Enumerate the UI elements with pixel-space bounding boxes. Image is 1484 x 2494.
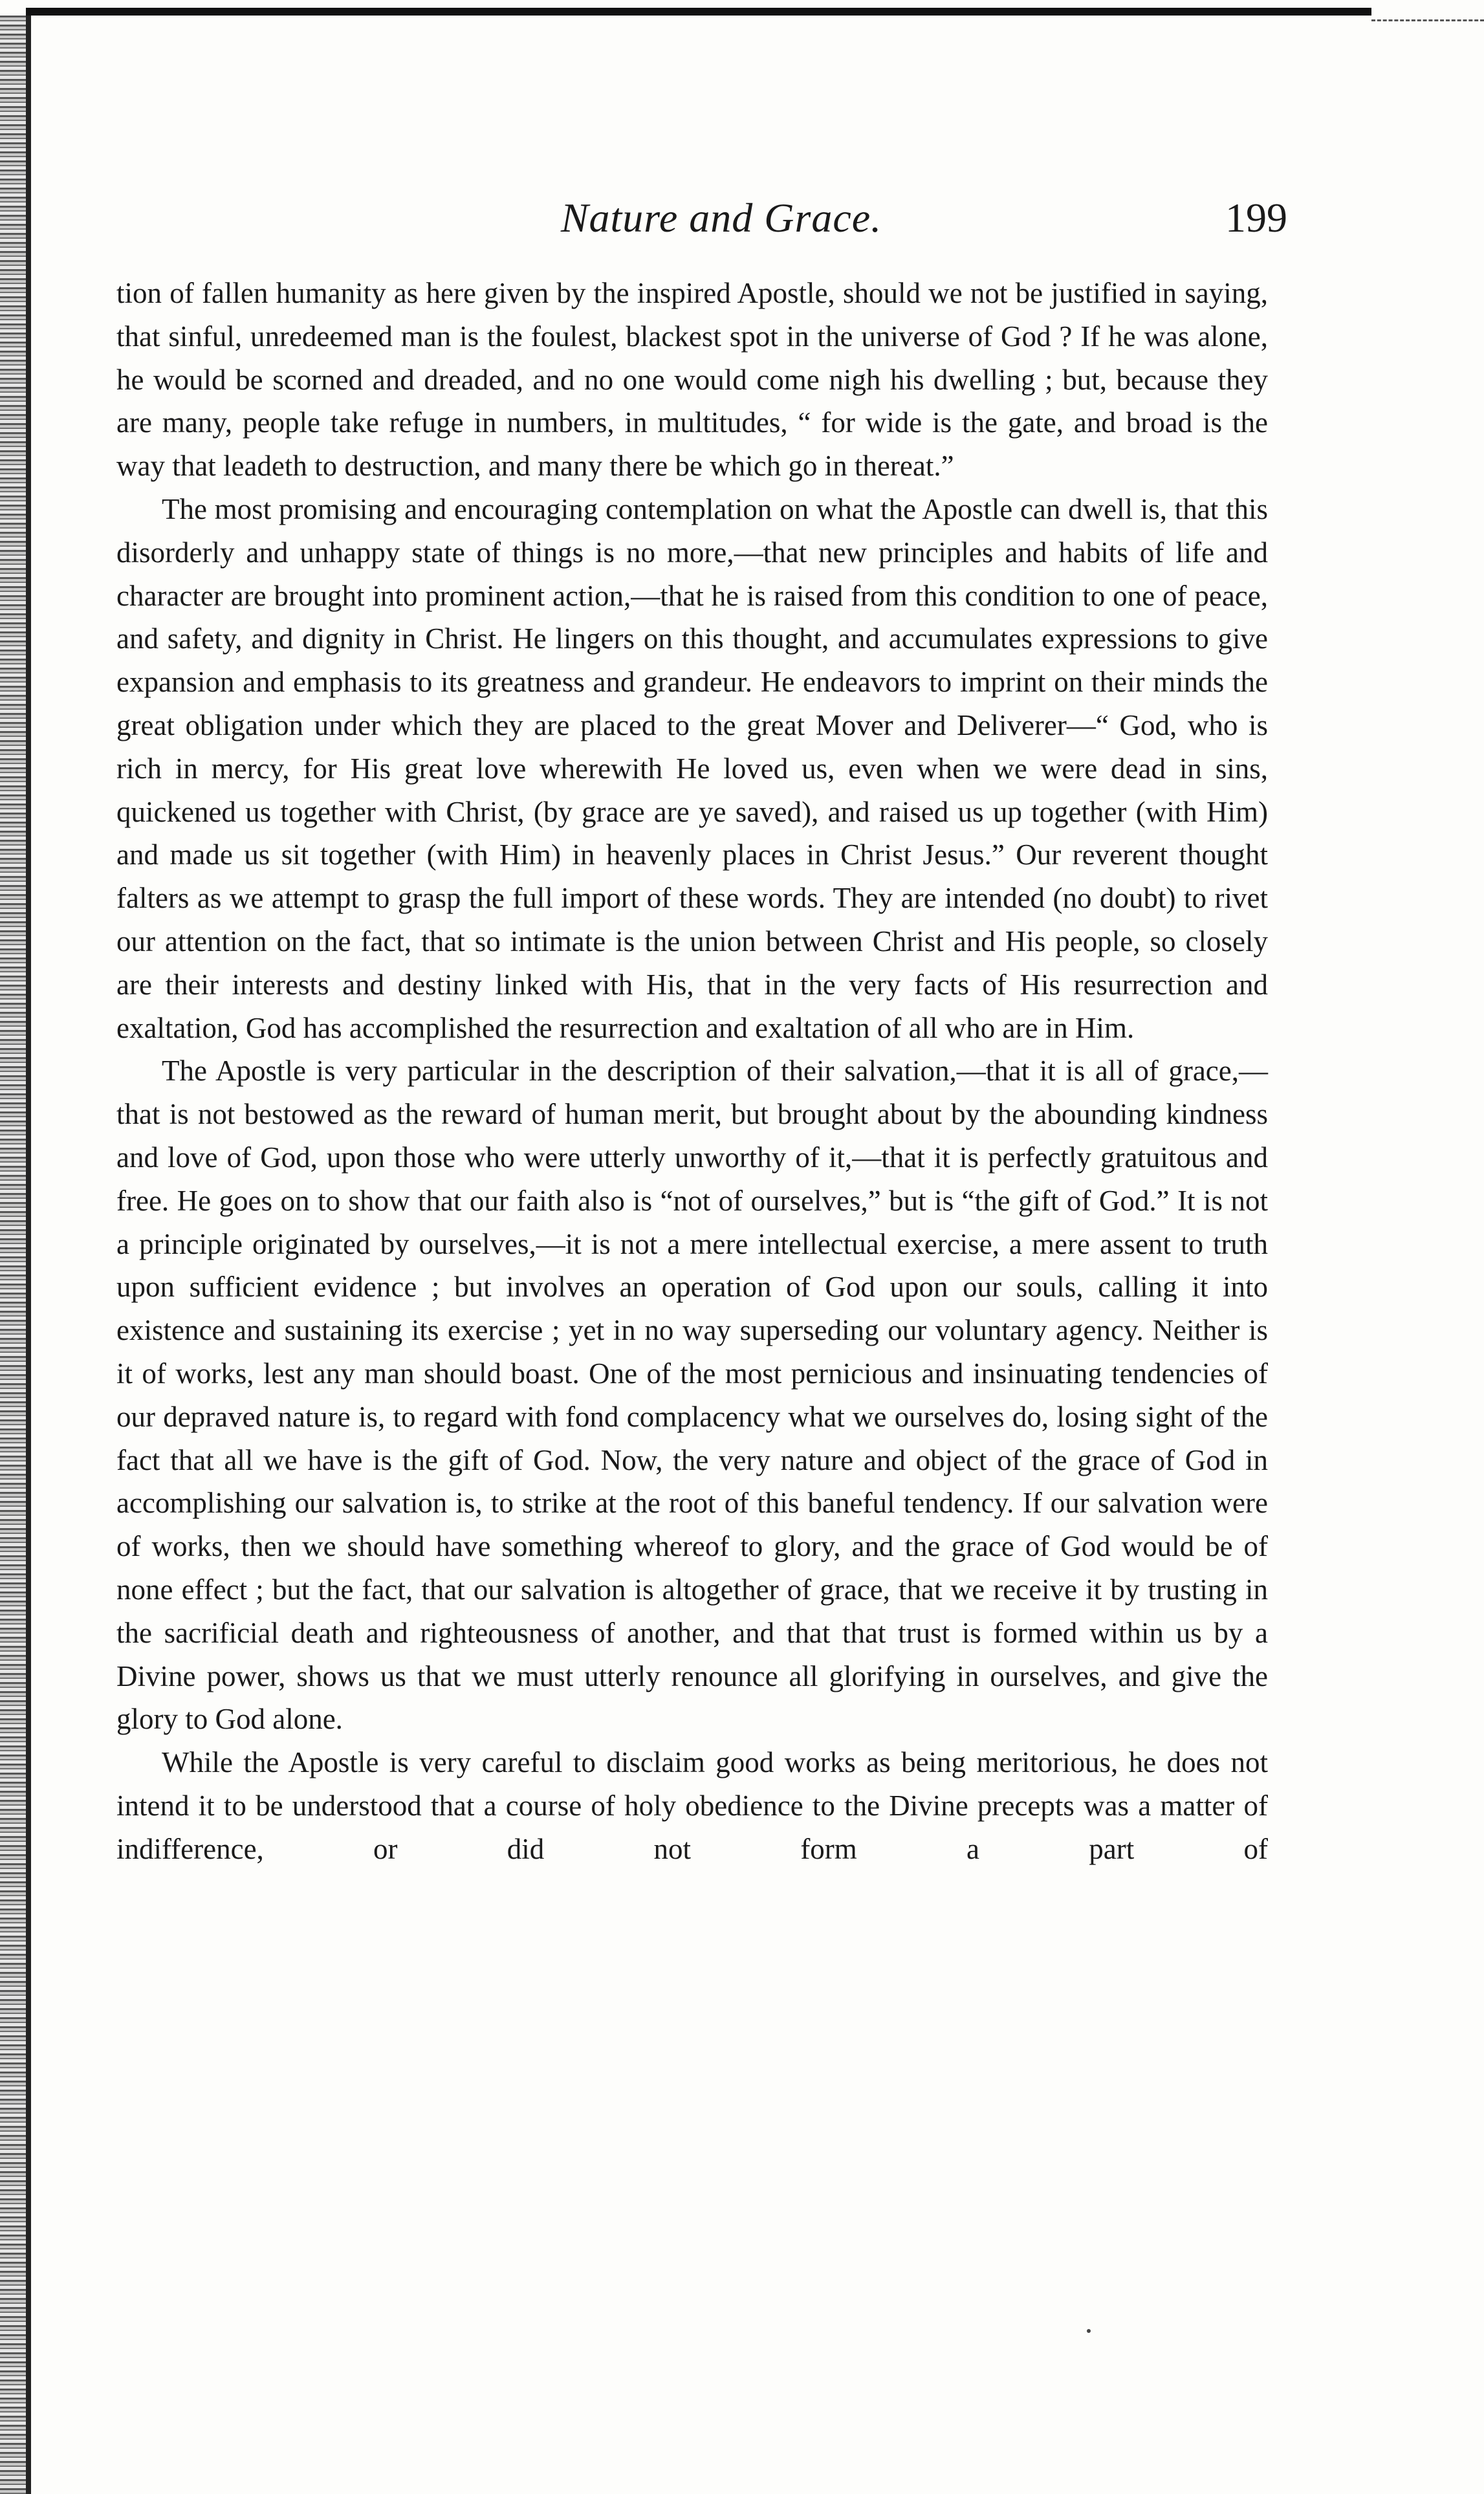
running-head <box>155 194 1287 246</box>
ink-speck <box>1087 2329 1091 2333</box>
binding-edge-line <box>26 16 31 2494</box>
paragraph-3: The Apostle is very particular in the description of their salvation,—that it is all of grace,—that is not bestowed as the reward of human merit, but brought about by the abounding kindness and love of God, upon those who were utterly unworthy of it,—that it is perfectly gratuitous and free. He goes on to show that our faith also is “not of ourselves,” but is “the gift of God.” It is not a principle originated by ourselves,—it is not a mere intellectual exercise, a mere assent to truth upon sufficient evidence ; but involves an operation of God upon our souls, calling it into existence and sustaining its exercise ; yet in no way superseding our voluntary agency. Neither is it of works, lest any man should boast. One of the most pernicious and insinuating tendencies of our depraved nature is, to regard with fond complacency what we ourselves do, losing sight of the fact that all we have is the gift of God. Now, the very nature and object of the grace of God in accomplishing our salvation is, to strike at the root of this baneful tendency. If our salvation were of works, then we should have something whereof to glory, and the grace of God would be of none effect ; but the fact, that our salvation is altogether of grace, that we receive it by trusting in the sacrificial death and righteousness of another, and that that trust is formed within us by a Divine power, shows us that we must utterly renounce all glorifying in ourselves, and give the glory to God alone. <box>116 1055 1268 1736</box>
top-rule-tail <box>1371 19 1484 23</box>
body-text <box>116 272 1268 1870</box>
paragraph-2: The most promising and encouraging contemplation on what the Apostle can dwell is, that this disorderly and unhappy state of things is no more,—that new principles and habits of life and character are brought into prominent action,—that he is raised from this condition to one of peace, and safety, and dignity in Christ. He lingers on this thought, and accumulates expressions to give expansion and emphasis to its greatness and grandeur. He endeavors to imprint on their minds the great obligation under which they are placed to the great Mover and Deliverer—“ God, who is rich in mercy, for His great love wherewith He loved us, even when we were dead in sins, quickened us together with Christ, (by grace are ye saved), and raised us up together (with Him) and made us sit together (with Him) in heavenly places in Christ Jesus.” Our reverent thought falters as we attempt to grasp the full import of these words. They are intended (no doubt) to rivet our attention on the fact, that so intimate is the union between Christ and His people, so closely are their interests and destiny linked with His, that in the very facts of His resurrection and exaltation, God has accomplished the resurrection and exaltation of all who are in Him. <box>116 492 1268 1044</box>
binding-edge <box>0 16 26 2494</box>
running-title: Nature and Grace. <box>560 195 882 241</box>
paragraph-1: tion of fallen humanity as here given by the inspired Apostle, should we not be justified in saying, that sinful, unredeemed man is the foulest, blackest spot in the universe of God ? If he was alone, he would be scorned and dreaded, and no one would come nigh his dwelling ; but, because they are many, people take refuge in numbers, in multitudes, “ for wide is the gate, and broad is the way that leadeth to destruction, and many there be which go in thereat.” <box>116 277 1268 483</box>
page-number: 199 <box>1225 195 1287 241</box>
paragraph-4: While the Apostle is very careful to disclaim good works as being meritorious, he does not intend it to be understood that a course of holy obedience to the Divine precepts was a matter of indifference, or did not form a part of <box>116 1746 1268 1865</box>
top-rule <box>26 8 1371 16</box>
